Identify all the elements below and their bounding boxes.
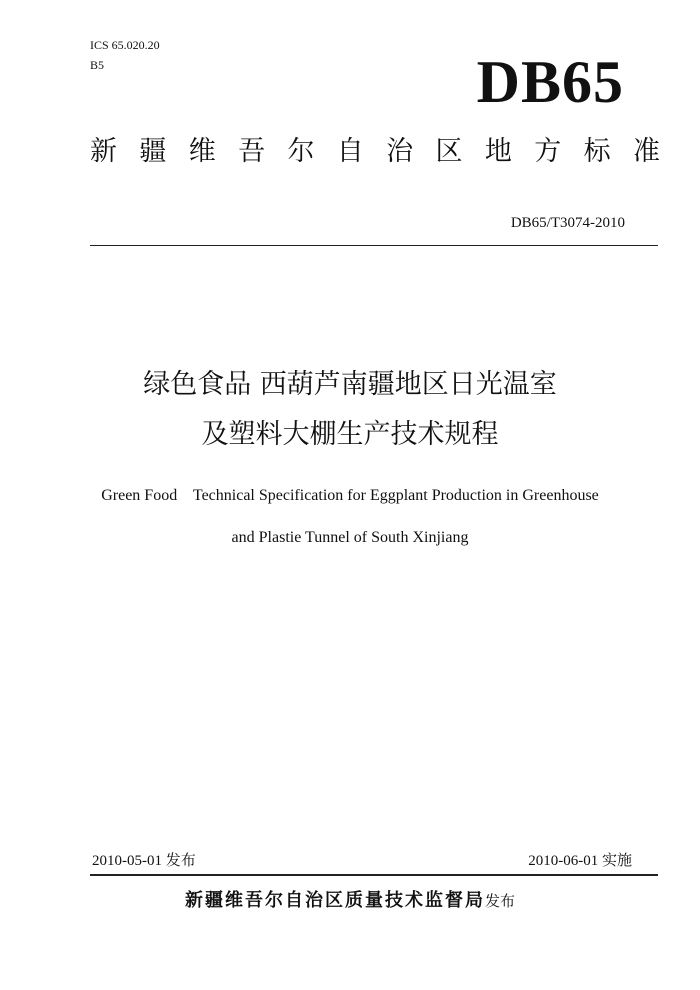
- standard-type-char: 自: [336, 136, 364, 167]
- issuing-authority: [0, 890, 700, 912]
- title-en-line-1: Green Food Technical Specification for Eggplant Production in Greenhouse: [101, 487, 599, 504]
- footer-divider: [90, 874, 658, 876]
- standard-type-char: 治: [386, 136, 414, 167]
- title-cn-line-1: 绿色食品 西葫芦南疆地区日光温室: [143, 369, 557, 400]
- standard-type-char: 方: [534, 136, 562, 167]
- title-cn-line-2: 及塑料大棚生产技术规程: [201, 419, 499, 450]
- standard-type-char: 尔: [287, 136, 315, 167]
- title-en-line-2: and Plastie Tunnel of South Xinjiang: [231, 529, 469, 546]
- standard-type-char: 地: [484, 136, 512, 167]
- implementation-date: 2010-06-01 实施: [528, 853, 632, 869]
- ics-code: ICS 65.020.20: [90, 38, 160, 52]
- standard-logo: DB65: [476, 49, 624, 115]
- standard-type-char: 区: [435, 136, 463, 167]
- standard-number: DB65/T3074-2010: [510, 215, 625, 231]
- standard-type-heading: [90, 134, 660, 170]
- standard-type-char: 吾: [238, 136, 266, 167]
- standard-type-char: 新: [90, 136, 117, 167]
- standard-type-char: 准: [632, 136, 660, 167]
- header-divider: [90, 245, 658, 246]
- standard-type-char: 维: [188, 136, 216, 167]
- standard-type-char: 标: [583, 136, 611, 167]
- issue-date: 2010-05-01 发布: [92, 853, 196, 869]
- issuer-name: 新疆维吾尔自治区质量技术监督局: [184, 890, 485, 911]
- standard-type-char: 疆: [139, 136, 167, 167]
- classification-code: B5: [90, 58, 105, 72]
- issuer-suffix: 发布: [484, 892, 515, 910]
